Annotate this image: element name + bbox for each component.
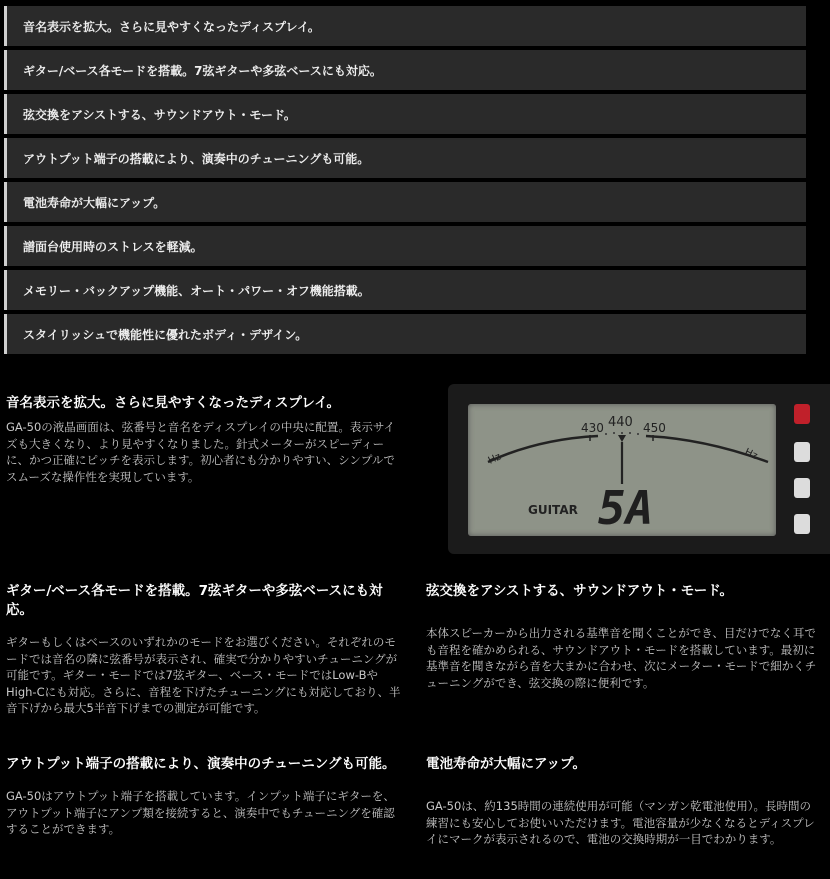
section-body: ギターもしくはベースのいずれかのモードをお選びください。それぞれのモードでは音名の隣に弦番号が表示され、確実で分かりやすいチューニングが可能です。ギター・モードでは7弦ギター、ベース・モードではLow-BやHigh-Cにも対応。さらに、音程を下げたチューニングにも対応しており、半音下げから最大5半音下げまでの測定が可能です。 [6, 635, 401, 715]
hz-right-label: Hz [742, 446, 759, 463]
lcd-screen [468, 404, 776, 536]
side-button [794, 478, 810, 498]
section-title: 電池寿命が大幅にアップ。 [426, 756, 586, 772]
side-button [794, 514, 810, 534]
section-body: 本体スピーカーから出力される基準音を聞くことができ、目だけでなく耳でも音程を確かめられる、サウンドアウト・モードを搭載しています。最初に基準音を聞きながら音を大まかに合わせ、次にメーター・モードで細かくチューニングができ、弦交換の際に便利です。 [426, 626, 817, 690]
modes-section [6, 582, 401, 717]
side-button [794, 442, 810, 462]
section-body: GA-50の液晶画面は、弦番号と音名をディスプレイの中央に配置。表示サイズも大きくなり、より見やすくなりました。針式メーターがスピーディーに、かつ正確にピッチを表示します。初心者にも分かりやすい、シンプルでスムーズな操作性を実現しています。 [6, 420, 396, 484]
section-body: GA-50は、約135時間の連続使用が可能（マンガン乾電池使用）。長時間の練習にも安心してお使いいただけます。電池容量が少なくなるとディスプレイにマークが表示されるので、電池の交換時期が一目でわかります。 [426, 799, 815, 846]
section-title: ギター/ベース各モードを搭載。7弦ギターや多弦ベースにも対応。 [6, 583, 383, 618]
scale-430: 430 [581, 421, 604, 435]
note-display: 5A [598, 481, 654, 535]
red-button [794, 404, 810, 424]
feature-item[interactable]: 弦交換をアシストする、サウンドアウト・モード。 [4, 94, 806, 134]
feature-item[interactable]: 電池寿命が大幅にアップ。 [4, 182, 806, 222]
scale-450: 450 [643, 421, 666, 435]
display-section [6, 394, 406, 485]
meter-arc-left [488, 436, 598, 462]
battery-section [426, 755, 818, 848]
feature-item[interactable]: 音名表示を拡大。さらに見やすくなったディスプレイ。 [4, 6, 806, 46]
hz-left-label: Hz [486, 451, 503, 467]
feature-item[interactable]: メモリー・バックアップ機能、オート・パワー・オフ機能搭載。 [4, 270, 806, 310]
section-title: 弦交換をアシストする、サウンドアウト・モード。 [426, 583, 733, 599]
meter-dots [605, 432, 639, 435]
section-title: アウトプット端子の搭載により、演奏中のチューニングも可能。 [6, 756, 396, 772]
output-section [6, 755, 401, 838]
feature-item[interactable]: 譜面台使用時のストレスを軽減。 [4, 226, 806, 266]
section-body: GA-50はアウトプット端子を搭載しています。インプット端子にギターを、アウトプット端子にアンプ類を接続すると、演奏中でもチューニングを確認することができます。 [6, 789, 395, 836]
feature-item[interactable]: スタイリッシュで機能性に優れたボディ・デザイン。 [4, 314, 806, 354]
section-title: 音名表示を拡大。さらに見やすくなったディスプレイ。 [6, 395, 340, 411]
soundout-section [426, 582, 818, 691]
scale-440: 440 [608, 415, 633, 430]
feature-item[interactable]: ギター/ベース各モードを搭載。7弦ギターや多弦ベースにも対応。 [4, 50, 806, 90]
feature-list [4, 6, 806, 358]
tuner-lcd-image [448, 384, 830, 554]
feature-item[interactable]: アウトプット端子の搭載により、演奏中のチューニングも可能。 [4, 138, 806, 178]
pointer-triangle-icon [618, 435, 626, 442]
mode-label: GUITAR [528, 503, 578, 517]
